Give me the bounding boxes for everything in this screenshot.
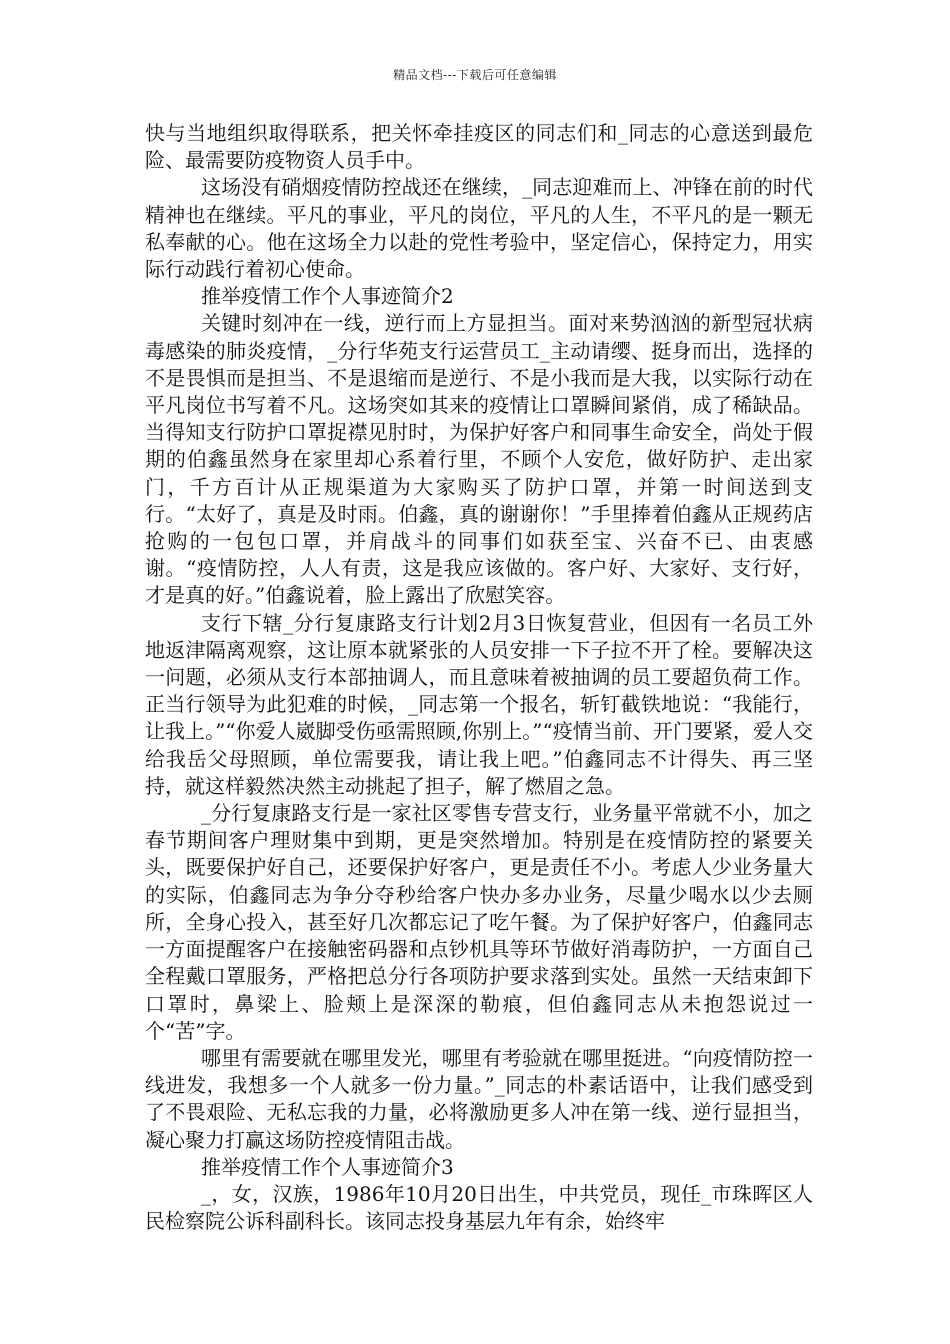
section-heading: 推举疫情工作个人事迹简介2 bbox=[201, 284, 454, 309]
paragraph: 这场没有硝烟疫情防控战还在继续，_同志迎难而上、冲锋在前的时代精神也在继续。平凡的事业，平凡的岗位，平凡的人生，不平凡的是一颗无私奉献的心。他在这场全力以赴的党性考验中，坚定信心，保持定力，用实际行动践行着初心使命。 bbox=[145, 175, 813, 282]
document-body bbox=[145, 120, 813, 1235]
paragraph: 支行下辖_分行复康路支行计划2月3日恢复营业，但因有一名员工外地返津隔离观察，这让原本就紧张的人员安排一下子拉不开了栓。要解决这一问题，必须从支行本部抽调人，而且意味着被抽调的员工要超负荷工作。正当行领导为此犯难的时候，_同志第一个报名，斩钉截铁地说：“我能行，让我上。”“你爱人崴脚受伤亟需照顾,你别上。”“疫情当前、开门要紧，爱人交给我岳父母照顾，单位需要我，请让我上吧。”伯鑫同志不计得失、再三坚持，就这样毅然决然主动挑起了担子，解了燃眉之急。 bbox=[145, 610, 813, 798]
page-header: 精品文档---下载后可任意编辑 bbox=[393, 68, 557, 82]
paragraph: _分行复康路支行是一家社区零售专营支行，业务量平常就不小，加之春节期间客户理财集中到期，更是突然增加。特别是在疫情防控的紧要关头，既要保护好自己，还要保护好客户，更是责任不小。考虑人少业务量大的实际，伯鑫同志为争分夺秒给客户快办多办业务，尽量少喝水以少去厕所，全身心投入，甚至好几次都忘记了吃午餐。为了保护好客户，伯鑫同志一方面提醒客户在接触密码器和点钞机具等环节做好消毒防护，一方面自己全程戴口罩服务，严格把总分行各项防护要求落到实处。虽然一天结束卸下口罩时，鼻梁上、脸颊上是深深的勒痕，但伯鑫同志从未抱怨说过一个“苦”字。 bbox=[145, 801, 813, 1043]
paragraph: 关键时刻冲在一线，逆行而上方显担当。面对来势汹汹的新型冠状病毒感染的肺炎疫情，_分行华苑支行运营员工_主动请缨、挺身而出，选择的不是畏惧而是担当、不是退缩而是逆行、不是小我而是大我，以实际行动在平凡岗位书写着不凡。这场突如其来的疫情让口罩瞬间紧俏，成了稀缺品。当得知支行防护口罩捉襟见肘时，为保护好客户和同事生命安全，尚处于假期的伯鑫虽然身在家里却心系着行里，不顾个人安危，做好防护、走出家门，千方百计从正规渠道为大家购买了防护口罩，并第一时间送到支行。“太好了，真是及时雨。伯鑫，真的谢谢你！”手里捧着伯鑫从正规药店抢购的一包包口罩，并肩战斗的同事们如获至宝、兴奋不已、由衷感谢。“疫情防控，人人有责，这是我应该做的。客户好、大家好、支行好，才是真的好。”伯鑫说着，脸上露出了欣慰笑容。 bbox=[145, 311, 813, 608]
section-heading: 推举疫情工作个人事迹简介3 bbox=[201, 1154, 454, 1179]
paragraph: 快与当地组织取得联系，把关怀牵挂疫区的同志们和_同志的心意送到最危险、最需要防疫物资人员手中。 bbox=[145, 121, 813, 173]
paragraph: _，女，汉族，1986年10月20日出生，中共党员，现任_市珠晖区人民检察院公诉科副科长。该同志投身基层九年有余，始终牢 bbox=[145, 1181, 813, 1234]
paragraph: 哪里有需要就在哪里发光，哪里有考验就在哪里挺进。“向疫情防控一线进发，我想多一个人就多一份力量。”_同志的朴素话语中，让我们感受到了不畏艰险、无私忘我的力量，必将激励更多人冲在第一线、逆行显担当，凝心聚力打赢这场防控疫情阻击战。 bbox=[145, 1045, 813, 1152]
